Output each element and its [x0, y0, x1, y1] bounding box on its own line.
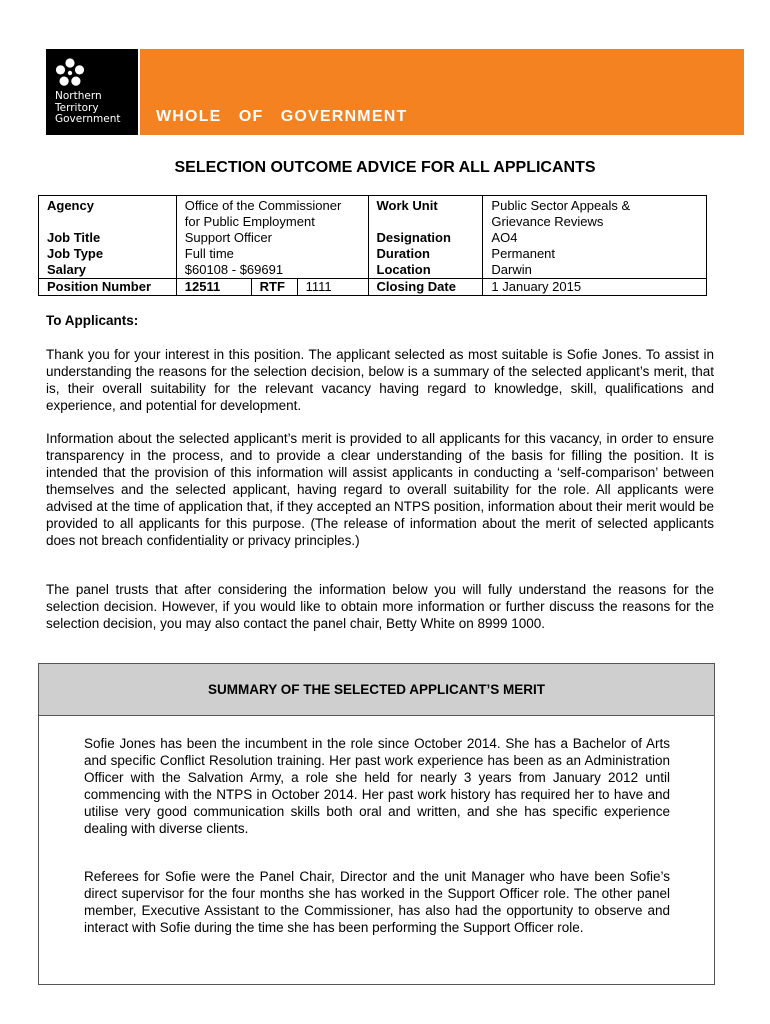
- salutation: To Applicants:: [46, 313, 139, 328]
- salary-value: $60108 - $69691: [176, 262, 368, 279]
- logo-wordmark: [55, 91, 120, 126]
- referees-paragraph: Referees for Sofie were the Panel Chair, Director and the unit Manager who have been Sofie’s direct supervisor for the four months she has worked in the Support Officer role. The other panel member, Executive Assistant to the Commissioner, has also had the opportunity to observe and interact with Sofie during the time she has been performing the Support Officer role.: [84, 869, 670, 935]
- header-banner: [140, 49, 744, 135]
- work-unit-label: Work Unit: [368, 196, 483, 231]
- job-type-label: Job Type: [39, 246, 177, 262]
- job-type-value: Full time: [176, 246, 368, 262]
- closing-date-label: Closing Date: [368, 279, 483, 296]
- location-value: Darwin: [483, 262, 707, 279]
- document-title: SELECTION OUTCOME ADVICE FOR ALL APPLICANTS: [174, 159, 596, 176]
- job-title-label: Job Title: [39, 230, 177, 246]
- duration-value: Permanent: [483, 246, 707, 262]
- designation-value: AO4: [483, 230, 707, 246]
- intro-paragraph: Thank you for your interest in this position. The applicant selected as most suitable is Sofie Jones. To assist in understanding the reasons for the selection decision, below is a summary of the selected applicant’s merit, that is, their overall suitability for the relevant vacancy having regard to knowledge, skill, qualifications and experience, and potential for development.: [46, 347, 714, 413]
- banner-text: WHOLE OF GOVERNMENT: [156, 108, 408, 125]
- logo-line: Government: [55, 113, 121, 125]
- position-info-table: [38, 195, 707, 296]
- agency-value: Office of the Commissioner for Public Employment: [176, 196, 368, 231]
- location-label: Location: [368, 262, 483, 279]
- duration-label: Duration: [368, 246, 483, 262]
- agency-label: Agency: [39, 196, 177, 231]
- rtf-label: RTF: [251, 279, 297, 296]
- salary-label: Salary: [39, 262, 177, 279]
- designation-label: Designation: [368, 230, 483, 246]
- job-title-value: Support Officer: [176, 230, 368, 246]
- summary-heading: SUMMARY OF THE SELECTED APPLICANT’S MERIT: [39, 664, 714, 716]
- logo-line: Northern: [55, 90, 102, 102]
- transparency-paragraph: Information about the selected applicant’s merit is provided to all applicants for this vacancy, in order to ensure transparency in the process, and to provide a clear understanding of the basis for filling the position. It is intended that the provision of this information will assist applicants in conducting a ‘self-comparison’ between themselves and the selected applicant, having regard to overall suitability for the role. All applicants were advised at the time of application that, if they accepted an NTPS position, information about their merit would be provided to all applicants for this purpose. (The release of information about the merit of selected applicants does not breach confidentiality or privacy principles.): [46, 431, 714, 548]
- nt-government-logo: [46, 49, 138, 135]
- logo-line: Territory: [55, 101, 99, 114]
- closing-date-value: 1 January 2015: [483, 279, 707, 296]
- rtf-value: 1111: [297, 279, 368, 296]
- merit-summary-box: [38, 663, 715, 985]
- contact-paragraph: The panel trusts that after considering the information below you will fully understand the reasons for the selection decision. However, if you would like to obtain more information or further discuss the reasons for the selection decision, you may also contact the panel chair, Betty White on 8999 1000.: [46, 582, 714, 631]
- position-number-value: 12511: [176, 279, 251, 296]
- work-unit-value: Public Sector Appeals & Grievance Reviews: [483, 196, 707, 231]
- flower-emblem-icon: [54, 57, 86, 89]
- position-number-label: Position Number: [39, 279, 177, 296]
- summary-paragraph: Sofie Jones has been the incumbent in the role since October 2014. She has a Bachelor of Arts and specific Conflict Resolution training. Her past work experience has been as an Administration Officer with the Salvation Army, a role she held for nearly 3 years from January 2012 until commencing with the NTPS in October 2014. Her past work history has required her to have and utilise very good communication skills both oral and written, and she has specific experience dealing with diverse clients.: [84, 736, 670, 836]
